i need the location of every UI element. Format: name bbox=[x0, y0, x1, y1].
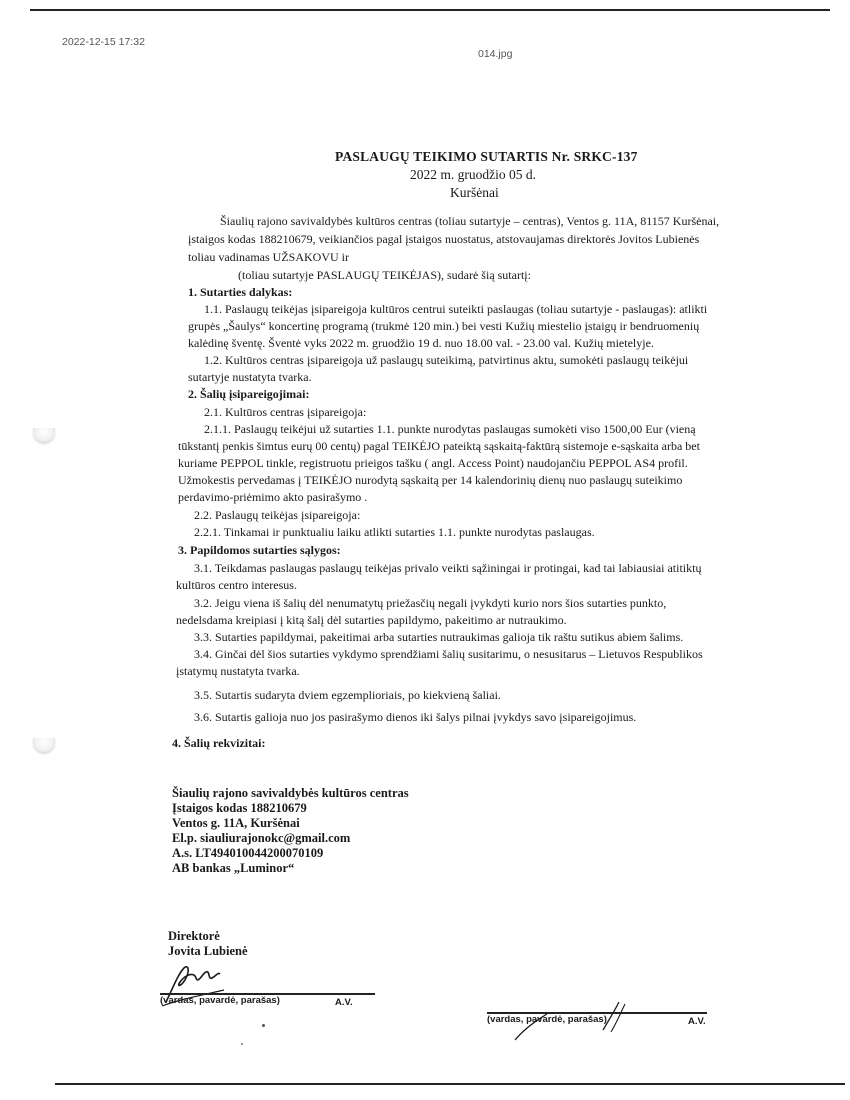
scan-bottom-border bbox=[55, 1083, 845, 1085]
scan-speck bbox=[241, 1043, 243, 1045]
clause-line: nedelsdama kreipiasi į kitą šalį dėl sutarties papildymo, pakeitimo ar nutraukimo. bbox=[176, 613, 567, 627]
document-title: PASLAUGŲ TEIKIMO SUTARTIS Nr. SRKC-137 bbox=[335, 149, 638, 164]
clause-line: 3.6. Sutartis galioja nuo jos pasirašymo dienos iki šalys pilnai įvykdys savo įsipareigojimus. bbox=[194, 710, 637, 724]
section-heading: 1. Sutarties dalykas: bbox=[188, 285, 293, 299]
clause-line: kultūros centro interesus. bbox=[176, 578, 297, 592]
signature-caption-right: (vardas, pavardė, parašas) bbox=[487, 1014, 607, 1025]
requisite-address: Ventos g. 11A, Kuršėnai bbox=[172, 816, 300, 830]
clause-line: įstatymų nustatyta tvarka. bbox=[176, 664, 300, 678]
section-heading: 4. Šalių rekvizitai: bbox=[172, 736, 266, 750]
stamp-place-right: A.V. bbox=[688, 1016, 706, 1027]
clause-line: grupės „Šaulys“ koncertinę programą (trukmė 120 min.) bei vesti Kužių miestelio įstaigų ir bendruomenių bbox=[188, 319, 700, 333]
clause-line: 1.1. Paslaugų teikėjas įsipareigoja kultūros centrui suteikti paslaugas (toliau sutartyje - paslaugas): atlikti bbox=[204, 302, 708, 316]
scan-top-border bbox=[30, 9, 830, 11]
requisite-org: Šiaulių rajono savivaldybės kultūros centras bbox=[172, 786, 409, 800]
section-heading: 2. Šalių įsipareigojimai: bbox=[188, 387, 310, 401]
handwritten-signature-right bbox=[505, 1000, 635, 1045]
requisite-account: A.s. LT494010044200070109 bbox=[172, 846, 324, 860]
clause-line: 2.2. Paslaugų teikėjas įsipareigoja: bbox=[194, 508, 361, 522]
clause-line: 3.1. Teikdamas paslaugas paslaugų teikėjas privalo veikti sąžiningai ir protingai, kad tai labiausiai atitiktų bbox=[194, 561, 702, 575]
requisite-code: Įstaigos kodas 188210679 bbox=[172, 801, 307, 815]
requisite-bank: AB bankas „Luminor“ bbox=[172, 861, 295, 875]
clause-line: perdavimo-priėmimo akto pasirašymo . bbox=[178, 490, 368, 504]
clause-line: Užmokestis pervedamas į TEIKĖJO nurodytą sąskaitą per 14 kalendorinių dienų nuo paslaugų suteikimo bbox=[178, 473, 683, 487]
clause-line: tūkstantį penkis šimtus eurų 00 centų) pagal TEIKĖJO pateiktą sąskaitą-faktūrą sistemoje e-sąskaita arba bet bbox=[178, 439, 700, 453]
clause-line: 2.2.1. Tinkamai ir punktualiu laiku atlikti sutarties 1.1. punkte nurodytas paslaugas. bbox=[194, 525, 595, 539]
clause-line: sutartyje nustatyta tvarka. bbox=[188, 370, 312, 384]
section-heading: 3. Papildomos sutarties sąlygos: bbox=[178, 543, 341, 557]
intro-line: įstaigos kodas 188210679, veikiančios pagal įstaigos nuostatus, atstovaujamas direktorės Jovitos Lubienės bbox=[188, 232, 700, 246]
clause-line: 2.1. Kultūros centras įsipareigoja: bbox=[204, 405, 367, 419]
clause-line: 3.3. Sutarties papildymai, pakeitimai arba sutarties nutraukimas galioja tik raštu sutikus abiem šalims. bbox=[194, 630, 684, 644]
document-date: 2022 m. gruodžio 05 d. bbox=[410, 167, 536, 182]
requisite-email: El.p. siauliurajonokc@gmail.com bbox=[172, 831, 351, 845]
clause-line: 3.4. Ginčai dėl šios sutarties vykdymo sprendžiami šalių susitarimu, o nesusitarus – Lietuvos Respublikos bbox=[194, 647, 703, 661]
signatory-name: Jovita Lubienė bbox=[168, 944, 248, 958]
intro-line: (toliau sutartyje PASLAUGŲ TEIKĖJAS), sudarė šią sutartį: bbox=[238, 268, 531, 282]
scan-filename: 014.jpg bbox=[478, 48, 513, 60]
clause-line: kuriame PEPPOL tinkle, registruotu prieigos tašku ( angl. Access Point) naudojančiu PEPPOL AS4 profil. bbox=[178, 456, 688, 470]
document-place: Kuršėnai bbox=[450, 185, 499, 200]
clause-line: 2.1.1. Paslaugų teikėjui už sutarties 1.1. punkte nurodytas paslaugas sumokėti viso 1500,00 Eur (vieną bbox=[204, 422, 696, 436]
punch-hole bbox=[33, 738, 55, 752]
signatory-role: Direktorė bbox=[168, 929, 220, 943]
clause-line: kalėdinę šventę. Šventė vyks 2022 m. gruodžio 19 d. nuo 18.00 val. - 23.00 val. Kužių mietelyje. bbox=[188, 336, 654, 350]
stamp-place-left: A.V. bbox=[335, 997, 353, 1008]
intro-line: Šiaulių rajono savivaldybės kultūros centras (toliau sutartyje – centras), Ventos g. 11A, 81157 Kuršėnai, bbox=[220, 214, 720, 228]
signature-caption-left: (vardas, pavardė, parašas) bbox=[160, 995, 280, 1006]
clause-line: 3.5. Sutartis sudaryta dviem egzemplioriais, po kiekvieną šaliai. bbox=[194, 688, 501, 702]
scan-timestamp: 2022-12-15 17:32 bbox=[62, 36, 145, 48]
scan-speck bbox=[262, 1024, 265, 1027]
intro-line: toliau vadinamas UŽSAKOVU ir bbox=[188, 250, 349, 264]
clause-line: 1.2. Kultūros centras įsipareigoja už paslaugų suteikimą, patvirtinus aktu, sumokėti paslaugų teikėjui bbox=[204, 353, 689, 367]
clause-line: 3.2. Jeigu viena iš šalių dėl nenumatytų priežasčių negali įvykdyti kurio nors šios sutarties punkto, bbox=[194, 596, 667, 610]
punch-hole bbox=[33, 428, 55, 442]
